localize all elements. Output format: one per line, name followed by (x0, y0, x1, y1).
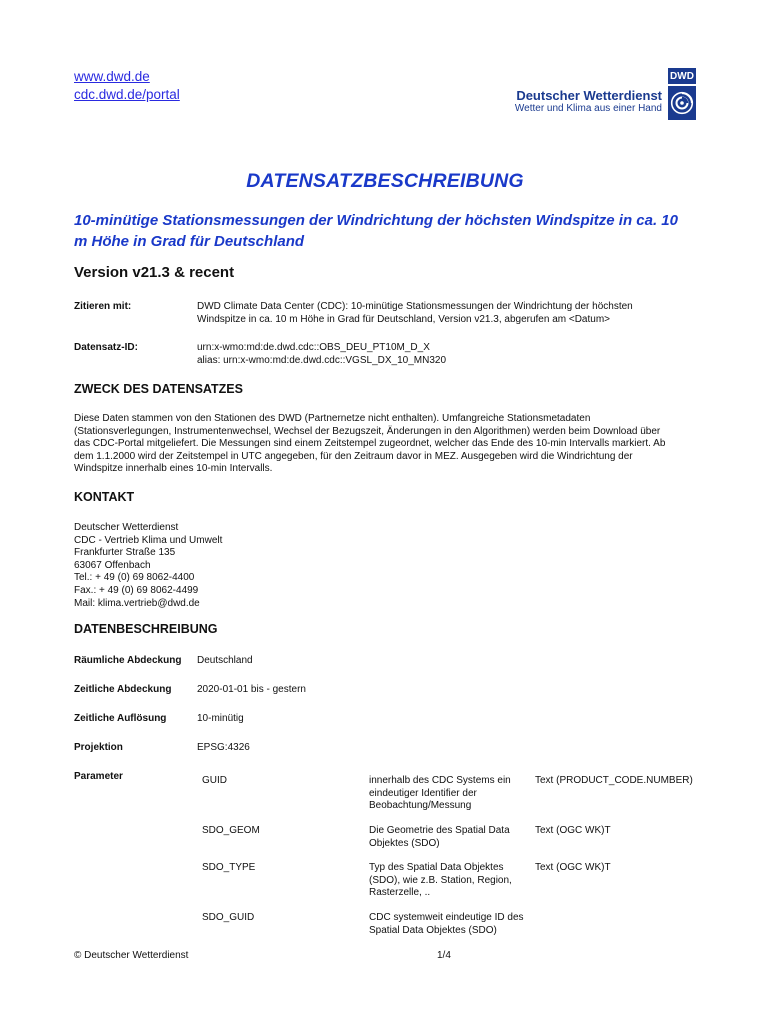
row-value: 10-minütig (197, 713, 244, 724)
parameter-name: SDO_TYPE (202, 862, 256, 873)
footer-page-number: 1/4 (437, 950, 451, 961)
parameter-name: GUID (202, 775, 227, 786)
cite-value: DWD Climate Data Center (CDC): 10-minütige Stationsmessungen der Windrichtung der höchsten Windspitze in ca. 10 m Höhe in Grad für Deutschland, Version v21.3, abgerufen am <Datum> (197, 301, 633, 325)
document-title: DATENSATZBESCHREIBUNG (246, 170, 524, 192)
row-value: Deutschland (197, 655, 253, 666)
row-label: Zeitliche Auflösung (74, 713, 167, 724)
header-links (74, 68, 180, 104)
purpose-heading: ZWECK DES DATENSATZES (74, 382, 243, 396)
contact-line: Fax.: + 49 (0) 69 8062-4499 (74, 584, 199, 596)
row-label: Projektion (74, 742, 123, 753)
contact-line: Deutscher Wetterdienst (74, 522, 179, 533)
dataset-id-alias: alias: urn:x-wmo:md:de.dwd.cdc::VGSL_DX_10_MN320 (197, 355, 447, 366)
parameter-description: Die Geometrie des Spatial Data Objektes (SDO) (369, 825, 510, 849)
cite-label: Zitieren mit: (74, 301, 132, 312)
parameter-name: SDO_GUID (202, 912, 255, 923)
row-label: Räumliche Abdeckung (74, 655, 182, 666)
parameter-description: innerhalb des CDC Systems ein eindeutiger Identifier der Beobachtung/Messung (369, 775, 511, 812)
parameter-label: Parameter (74, 771, 123, 782)
description-heading: DATENBESCHREIBUNG (74, 622, 218, 636)
swirl-icon (668, 86, 696, 120)
dataset-id-line: urn:x-wmo:md:de.dwd.cdc::OBS_DEU_PT10M_D_X (197, 342, 430, 353)
parameter-type: Text (OGC WK)T (535, 862, 611, 873)
version-heading: Version v21.3 & recent (74, 264, 235, 281)
footer-copyright: © Deutscher Wetterdienst (74, 950, 189, 961)
brand-text (515, 88, 662, 115)
parameter-description: CDC systemweit eindeutige ID des Spatial Data Objektes (SDO) (369, 912, 524, 936)
logo-text: DWD (668, 68, 696, 84)
purpose-text: Diese Daten stammen von den Stationen des DWD (Partnernetze nicht enthalten). Umfangreiche Stationsmetadaten (Stationsverlegungen, Instrumentenwechsel, Wechsel der Bezugszeit, Änderungen in den Algorithmen) werden beim Download über das CDC-Portal mitgeliefert. Die Messungen sind einem Zeitstempel zugeordnet, welcher das Ende des 10-min Intervalls markiert. Ab dem 1.1.2000 wird der Zeitstempel in UTC angegeben, für den Zeitraum davor in MEZ. Ausgegeben wird die Windrichtung der Windspitze innerhalb eines 10-min Intervalls. (74, 413, 666, 475)
brand-name: Deutscher Wetterdienst (516, 88, 662, 103)
parameter-type: Text (PRODUCT_CODE.NUMBER) (535, 775, 693, 786)
contact-line: Frankfurter Straße 135 (74, 547, 176, 559)
contact-line: Mail: klima.vertrieb@dwd.de (74, 597, 200, 609)
contact-line: 63067 Offenbach (74, 559, 151, 571)
link-dwd[interactable]: www.dwd.de (74, 69, 150, 84)
document-subtitle: 10-minütige Stationsmessungen der Windrichtung der höchsten Windspitze in ca. 10 m Höhe in Grad für Deutschland (74, 212, 678, 250)
contact-line: CDC - Vertrieb Klima und Umwelt (74, 534, 223, 546)
brand-slogan: Wetter und Klima aus einer Hand (514, 103, 662, 114)
contact-line: Tel.: + 49 (0) 69 8062-4400 (74, 572, 195, 584)
dataset-id-label: Datensatz-ID: (74, 342, 138, 353)
row-label: Zeitliche Abdeckung (74, 684, 172, 695)
dwd-logo (668, 68, 696, 120)
parameter-description: Typ des Spatial Data Objektes (SDO), wie z.B. Station, Region, Rasterzelle, .. (369, 862, 512, 899)
contact-heading: KONTAKT (74, 490, 135, 504)
row-value: 2020-01-01 bis - gestern (197, 684, 306, 695)
parameter-type: Text (OGC WK)T (535, 825, 611, 836)
dwd-brand (515, 68, 696, 120)
dataset-id-value (197, 341, 677, 367)
parameter-name: SDO_GEOM (202, 825, 260, 836)
contact-address (74, 522, 222, 610)
link-cdc-portal[interactable]: cdc.dwd.de/portal (74, 87, 180, 102)
row-value: EPSG:4326 (197, 742, 250, 753)
